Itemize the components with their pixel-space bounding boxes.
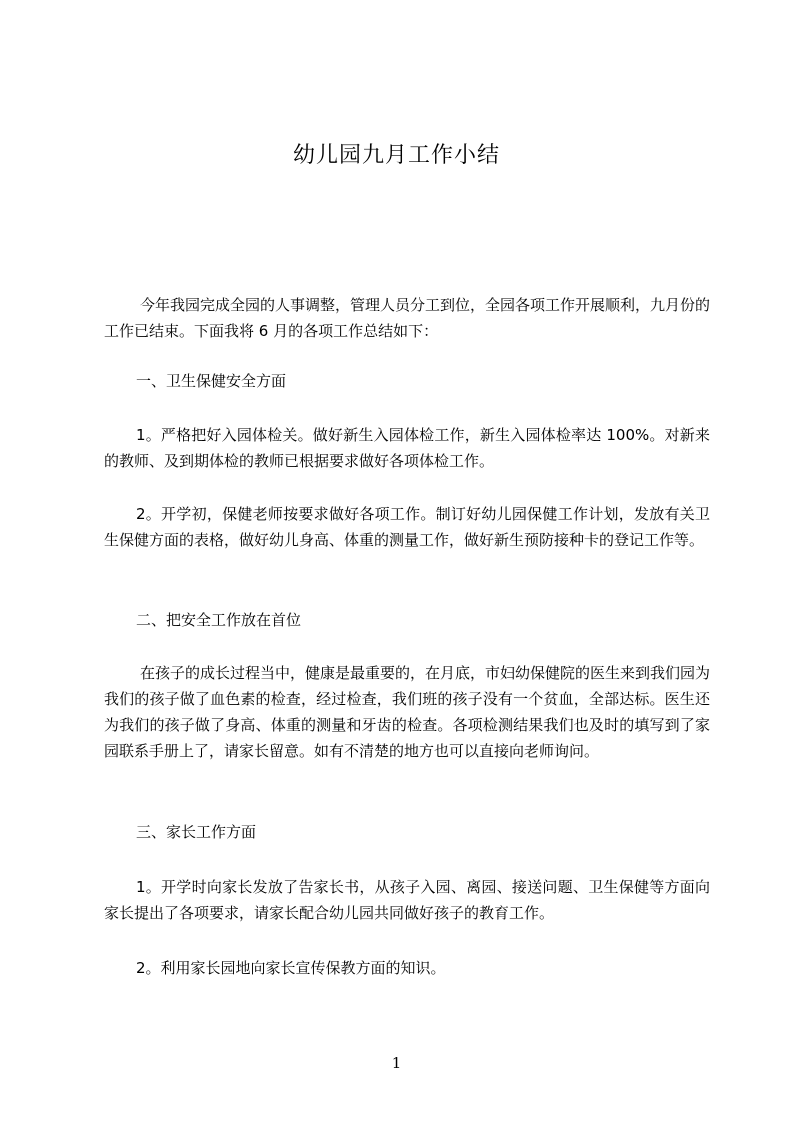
paragraph-parent-board: 2。利用家长园地向家长宣传保教方面的知识。 <box>136 959 446 977</box>
page-number: 1 <box>391 1054 402 1072</box>
paragraph-child-health: 在孩子的成长过程当中，健康是最重要的，在月底，市妇幼保健院的医生来到我们园为我们的孩子做了血色素的检查，经过检查，我们班的孩子没有一个贫血，全部达标。医生还为我们的孩子做了身高、体重的测量和牙齿的检查。各项检测结果我们也及时的填写到了家园联系手册上了，请家长留意。如有不清楚的地方也可以直接向老师询问。 <box>104 664 711 760</box>
paragraph-parent-letter: 1。开学时向家长发放了告家长书，从孩子入园、离园、接送问题、卫生保健等方面向家长提出了各项要求，请家长配合幼儿园共同做好孩子的教育工作。 <box>104 878 710 922</box>
section-heading-safety-first: 二、把安全工作放在首位 <box>136 611 302 629</box>
intro-paragraph: 今年我园完成全园的人事调整，管理人员分工到位，全园各项工作开展顺利，九月份的工作已结束。下面我将 6 月的各项工作总结如下： <box>104 296 711 340</box>
document-title: 幼儿园九月工作小结 <box>292 143 500 168</box>
section-heading-health-safety: 一、卫生保健安全方面 <box>136 372 287 390</box>
section-heading-parent-work: 三、家长工作方面 <box>136 823 257 841</box>
paragraph-health-checkup: 1。严格把好入园体检关。做好新生入园体检工作，新生入园体检率达 100%。对新来的教师、及到期体检的教师已根据要求做好各项体检工作。 <box>104 426 710 470</box>
paragraph-health-teacher: 2。开学初，保健老师按要求做好各项工作。制订好幼儿园保健工作计划，发放有关卫生保健方面的表格，做好幼儿身高、体重的测量工作，做好新生预防接种卡的登记工作等。 <box>104 505 710 549</box>
